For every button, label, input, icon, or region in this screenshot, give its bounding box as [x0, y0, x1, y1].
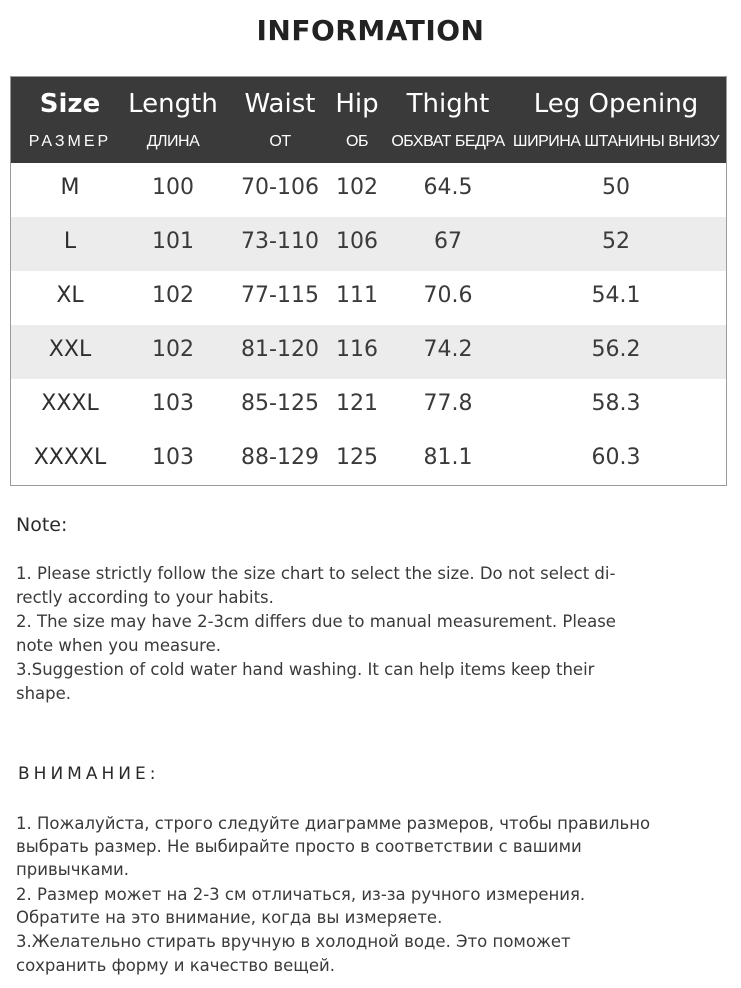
- header-waist-ru: ОТ: [269, 133, 291, 150]
- table-row: [11, 271, 726, 325]
- header-waist: [231, 77, 329, 163]
- table-row: [11, 325, 726, 379]
- note-ru-line: привычками.: [16, 860, 129, 879]
- header-leg-opening: [511, 77, 721, 163]
- cell-size: XL: [56, 283, 84, 308]
- size-chart-table: [10, 76, 727, 486]
- note-ru-line: выбрать размер. Не выбирайте просто в соответствии с вашими: [16, 837, 582, 856]
- cell-waist: 70-106: [241, 175, 319, 200]
- note-line: 2. The size may have 2-3cm differs due to manual measurement. Please: [16, 612, 616, 631]
- cell-leg-opening: 58.3: [591, 391, 641, 416]
- header-size: [11, 77, 129, 163]
- cell-size: XXXXL: [33, 445, 107, 470]
- header-hip: [329, 77, 385, 163]
- cell-hip: 116: [336, 337, 378, 362]
- header-length-ru: ДЛИНА: [146, 133, 200, 150]
- cell-leg-opening: 50: [602, 175, 630, 200]
- header-waist-en: Waist: [244, 89, 316, 119]
- header-thigh: [387, 77, 509, 163]
- cell-waist: 85-125: [241, 391, 319, 416]
- header-leg-opening-en: Leg Opening: [533, 89, 699, 119]
- header-length: [123, 77, 223, 163]
- cell-hip: 125: [336, 445, 378, 470]
- note-ru-line: 2. Размер может на 2-3 см отличаться, из-за ручного измерения.: [16, 885, 586, 904]
- cell-length: 103: [152, 391, 194, 416]
- cell-size: XXXL: [41, 391, 99, 416]
- cell-leg-opening: 60.3: [591, 445, 641, 470]
- cell-hip: 121: [336, 391, 378, 416]
- note-ru-line: 1. Пожалуйста, строго следуйте диаграмме размеров, чтобы правильно: [16, 814, 651, 833]
- cell-thigh: 74.2: [423, 337, 473, 362]
- table-row: [11, 163, 726, 217]
- cell-length: 103: [152, 445, 194, 470]
- table-row: [11, 379, 726, 433]
- table-header: [11, 77, 726, 163]
- cell-size: L: [63, 229, 77, 254]
- table-row: [11, 433, 726, 487]
- header-leg-opening-ru: ШИРИНА ШТАНИНЫ ВНИЗУ: [512, 133, 720, 150]
- note-title: Note:: [16, 514, 68, 536]
- cell-waist: 77-115: [241, 283, 319, 308]
- header-size-en: Size: [39, 89, 101, 119]
- header-size-ru: РАЗМЕР: [28, 133, 112, 150]
- cell-hip: 111: [336, 283, 378, 308]
- note-line: 1. Please strictly follow the size chart to select the size. Do not select di-: [16, 564, 616, 583]
- header-hip-en: Hip: [335, 89, 379, 119]
- cell-hip: 102: [336, 175, 378, 200]
- note-line: 3.Suggestion of cold water hand washing. It can help items keep their: [16, 660, 595, 679]
- note-ru-title: ВНИМАНИЕ:: [18, 764, 160, 784]
- cell-length: 102: [152, 283, 194, 308]
- header-hip-ru: ОБ: [346, 133, 368, 150]
- cell-leg-opening: 52: [602, 229, 630, 254]
- cell-hip: 106: [336, 229, 378, 254]
- cell-waist: 73-110: [241, 229, 319, 254]
- cell-size: M: [60, 175, 80, 200]
- cell-waist: 88-129: [241, 445, 319, 470]
- note-line: rectly according to your habits.: [16, 588, 274, 607]
- cell-size: XXL: [48, 337, 92, 362]
- cell-thigh: 67: [434, 229, 462, 254]
- table-row: [11, 217, 726, 271]
- cell-thigh: 81.1: [423, 445, 473, 470]
- cell-length: 100: [152, 175, 194, 200]
- header-length-en: Length: [128, 89, 218, 119]
- note-line: shape.: [16, 684, 72, 703]
- note-ru-line: сохранить форму и качество вещей.: [16, 956, 335, 975]
- note-ru-line: Обратите на это внимание, когда вы измеряете.: [16, 908, 443, 927]
- cell-length: 101: [152, 229, 194, 254]
- page-title: INFORMATION: [256, 14, 485, 47]
- cell-leg-opening: 56.2: [591, 337, 641, 362]
- note-ru-line: 3.Желательно стирать вручную в холодной воде. Это поможет: [16, 932, 571, 951]
- cell-thigh: 77.8: [423, 391, 473, 416]
- cell-thigh: 64.5: [423, 175, 473, 200]
- cell-length: 102: [152, 337, 194, 362]
- header-thigh-en: Thight: [406, 89, 490, 119]
- note-line: note when you measure.: [16, 636, 221, 655]
- cell-leg-opening: 54.1: [591, 283, 641, 308]
- header-thigh-ru: ОБХВАТ БЕДРА: [391, 133, 505, 150]
- cell-thigh: 70.6: [423, 283, 473, 308]
- cell-waist: 81-120: [241, 337, 319, 362]
